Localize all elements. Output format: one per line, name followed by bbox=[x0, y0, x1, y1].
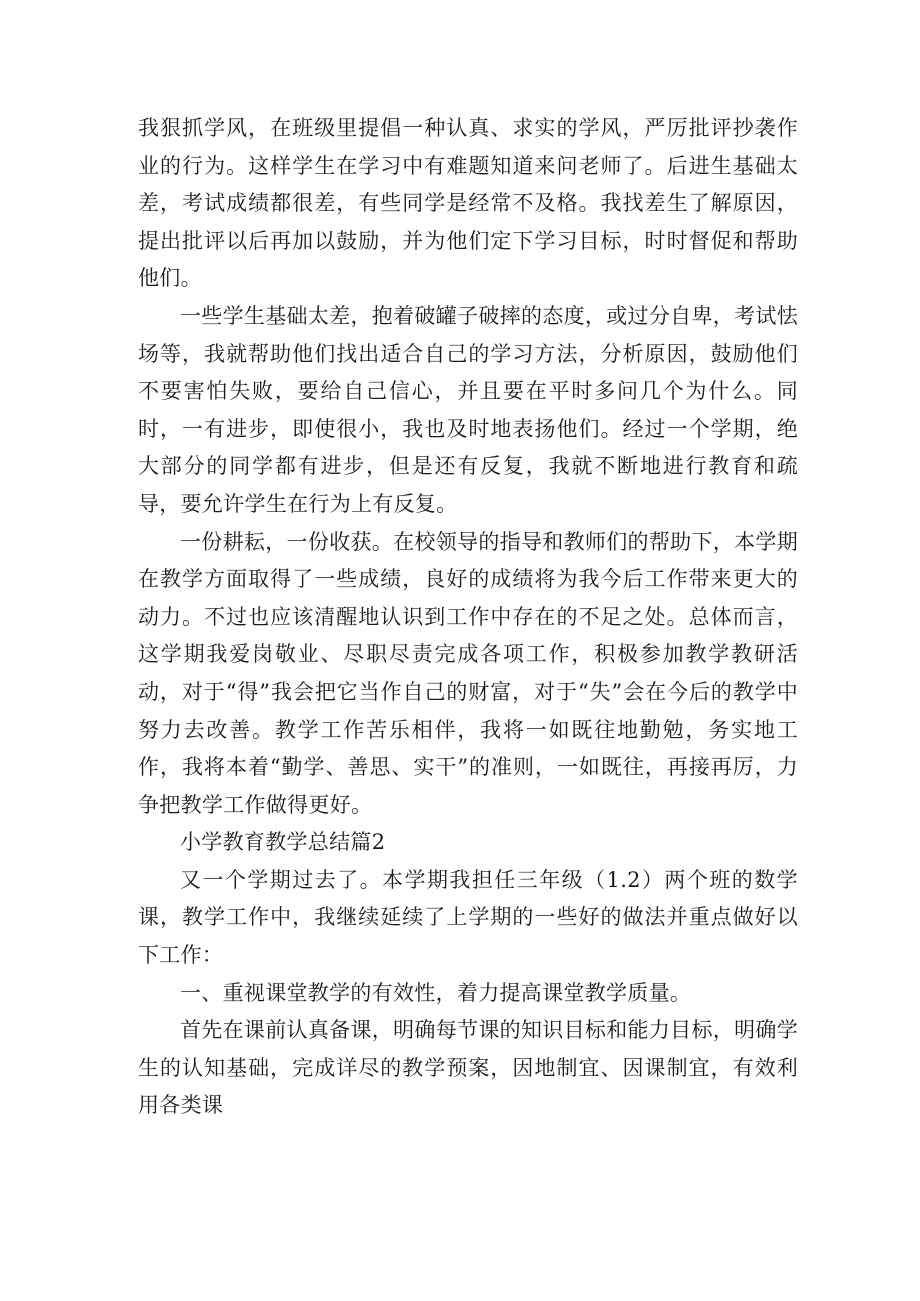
paragraph-2: 一些学生基础太差，抱着破罐子破摔的态度，或过分自卑，考试怯场等，我就帮助他们找出适合自己的学习方法，分析原因，鼓励他们不要害怕失败，要给自己信心，并且要在平时多问几个为什么。同时，一有进步，即使很小，我也及时地表扬他们。经过一个学期，绝大部分的同学都有进步，但是还有反复，我就不断地进行教育和疏导，要允许学生在行为上有反复。 bbox=[138, 303, 798, 516]
paragraph-6: 首先在课前认真备课，明确每节课的知识目标和能力目标，明确学生的认知基础，完成详尽的教学预案，因地制宜、因课制宜，有效利用各类课 bbox=[138, 1018, 798, 1118]
paragraph-5: 一、重视课堂教学的有效性，着力提高课堂教学质量。 bbox=[180, 980, 692, 1005]
paragraph-4: 又一个学期过去了。本学期我担任三年级（1.2）两个班的数学课，教学工作中，我继续延续了上学期的一些好的做法并重点做好以下工作： bbox=[138, 867, 798, 968]
section-title: 小学教育教学总结篇2 bbox=[180, 830, 386, 855]
paragraph-1: 我狠抓学风，在班级里提倡一种认真、求实的学风，严厉批评抄袭作业的行为。这样学生在学习中有难题知道来问老师了。后进生基础太差，考试成绩都很差，有些同学是经常不及格。我找差生了解原因，提出批评以后再加以鼓励，并为他们定下学习目标，时时督促和帮助他们。 bbox=[138, 116, 798, 291]
document-body bbox=[138, 110, 798, 1125]
paragraph-3: 一份耕耘，一份收获。在校领导的指导和教师们的帮助下，本学期在教学方面取得了一些成绩，良好的成绩将为我今后工作带来更大的动力。不过也应该清醒地认识到工作中存在的不足之处。总体而言，这学期我爱岗敬业、尽职尽责完成各项工作，积极参加教学教研活动，对于“得”我会把它当作自己的财富，对于“失”会在今后的教学中努力去改善。教学工作苦乐相伴，我将一如既往地勤勉，务实地工作，我将本着“勤学、善思、实干”的准则，一如既往，再接再厉，力争把教学工作做得更好。 bbox=[138, 529, 798, 817]
